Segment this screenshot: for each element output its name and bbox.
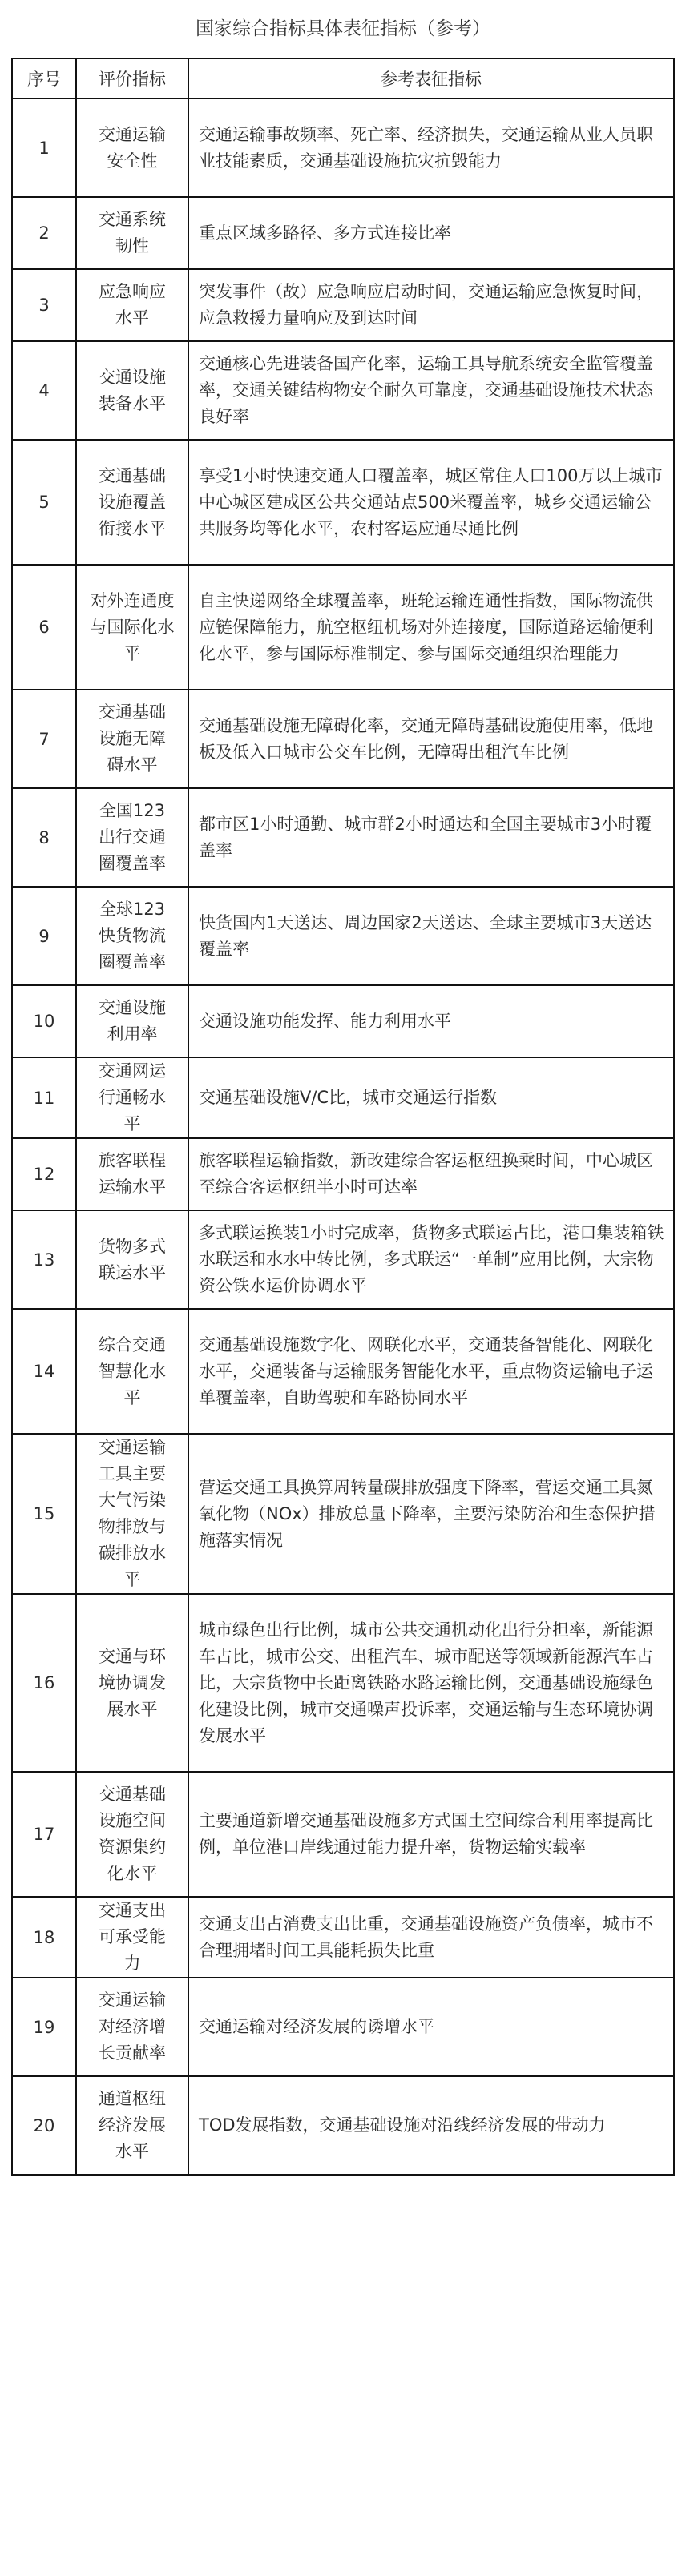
row-number: 17 (12, 1772, 76, 1897)
table-row (12, 1138, 674, 1210)
row-indicator-name (76, 887, 188, 985)
row-number: 14 (12, 1309, 76, 1434)
row-indicator-name (76, 341, 188, 440)
indicator-table (11, 58, 675, 2176)
row-number: 7 (12, 690, 76, 788)
table-row (12, 1309, 674, 1434)
row-number: 10 (12, 985, 76, 1057)
row-reference-indicators: 交通运输对经济发展的诱增水平 (188, 1978, 674, 2076)
row-indicator-name (76, 1434, 188, 1594)
row-number: 20 (12, 2076, 76, 2175)
row-indicator-name-text: 全球123快货物流圈覆盖率 (99, 900, 166, 972)
row-reference-indicators: 重点区域多路径、多方式连接比率 (188, 197, 674, 269)
table-row (12, 887, 674, 985)
row-reference-indicators: 交通支出占消费支出比重，交通基础设施资产负债率，城市不合理拥堵时间工具能耗损失比重 (188, 1897, 674, 1978)
row-reference-indicators: 快货国内1天送达、周边国家2天送达、全球主要城市3天送达覆盖率 (188, 887, 674, 985)
row-number: 18 (12, 1897, 76, 1978)
table-header-row (12, 58, 674, 99)
table-row (12, 1978, 674, 2076)
row-indicator-name (76, 99, 188, 197)
header-indicators: 参考表征指标 (188, 58, 674, 99)
table-row (12, 440, 674, 565)
row-reference-indicators: 营运交通工具换算周转量碳排放强度下降率，营运交通工具氮氧化物（NOx）排放总量下降率，主要污染防治和生态保护措施落实情况 (188, 1434, 674, 1594)
table-row (12, 565, 674, 690)
row-reference-indicators: 自主快递网络全球覆盖率，班轮运输连通性指数，国际物流供应链保障能力，航空枢纽机场对外连接度，国际道路运输便利化水平，参与国际标准制定、参与国际交通组织治理能力 (188, 565, 674, 690)
row-indicator-name (76, 985, 188, 1057)
row-indicator-name (76, 788, 188, 887)
table-row (12, 1897, 674, 1978)
row-indicator-name (76, 2076, 188, 2175)
row-reference-indicators: 主要通道新增交通基础设施多方式国土空间综合利用率提高比例，单位港口岸线通过能力提升率，货物运输实载率 (188, 1772, 674, 1897)
row-reference-indicators: 都市区1小时通勤、城市群2小时通达和全国主要城市3小时覆盖率 (188, 788, 674, 887)
page-title: 国家综合指标具体表征指标（参考） (196, 18, 490, 39)
row-indicator-name-text: 交通基础设施无障碍水平 (99, 702, 166, 775)
row-reference-indicators: 交通设施功能发挥、能力利用水平 (188, 985, 674, 1057)
row-indicator-name-text: 全国123出行交通圈覆盖率 (99, 801, 166, 873)
table-row (12, 690, 674, 788)
table-row (12, 985, 674, 1057)
row-indicator-name (76, 565, 188, 690)
row-reference-indicators: 交通核心先进装备国产化率，运输工具导航系统安全监管覆盖率，交通关键结构物安全耐久可靠度，交通基础设施技术状态良好率 (188, 341, 674, 440)
row-indicator-name-text: 交通运输工具主要大气污染物排放与碳排放水平 (99, 1438, 166, 1589)
row-reference-indicators: 多式联运换装1小时完成率，货物多式联运占比，港口集装箱铁水联运和水水中转比例，多式联运“一单制”应用比例，大宗物资公铁水运价协调水平 (188, 1210, 674, 1309)
row-number: 11 (12, 1057, 76, 1138)
row-indicator-name (76, 197, 188, 269)
row-reference-indicators: 城市绿色出行比例，城市公共交通机动化出行分担率，新能源车占比，城市公交、出租汽车、城市配送等领域新能源汽车占比，大宗货物中长距离铁路水路运输比例，交通基础设施绿色化建设比例，城市交通噪声投诉率，交通运输与生态环境协调发展水平 (188, 1594, 674, 1772)
table-row (12, 1434, 674, 1594)
row-number: 16 (12, 1594, 76, 1772)
table-row (12, 2076, 674, 2175)
row-indicator-name (76, 1210, 188, 1309)
row-indicator-name-text: 交通设施利用率 (99, 998, 166, 1044)
table-row (12, 341, 674, 440)
table-row (12, 788, 674, 887)
row-number: 6 (12, 565, 76, 690)
row-indicator-name (76, 269, 188, 341)
row-indicator-name (76, 690, 188, 788)
table-row (12, 1210, 674, 1309)
row-indicator-name-text: 交通系统韧性 (99, 210, 166, 256)
row-number: 5 (12, 440, 76, 565)
row-indicator-name (76, 1309, 188, 1434)
row-indicator-name (76, 1138, 188, 1210)
row-indicator-name-text: 交通网运行通畅水平 (99, 1061, 166, 1133)
row-indicator-name-text: 交通运输安全性 (99, 124, 166, 171)
row-reference-indicators: 突发事件（故）应急响应启动时间，交通运输应急恢复时间，应急救援力量响应及到达时间 (188, 269, 674, 341)
row-indicator-name-text: 交通基础设施空间资源集约化水平 (99, 1785, 166, 1883)
row-indicator-name (76, 1057, 188, 1138)
row-indicator-name (76, 1772, 188, 1897)
row-indicator-name-text: 货物多式联运水平 (99, 1236, 166, 1282)
row-indicator-name-text: 应急响应水平 (99, 282, 166, 328)
row-reference-indicators: 享受1小时快速交通人口覆盖率，城区常住人口100万以上城市中心城区建成区公共交通站点500米覆盖率，城乡交通运输公共服务均等化水平，农村客运应通尽通比例 (188, 440, 674, 565)
row-indicator-name-text: 旅客联程运输水平 (99, 1151, 166, 1197)
row-reference-indicators: 交通运输事故频率、死亡率、经济损失，交通运输从业人员职业技能素质，交通基础设施抗灾抗毁能力 (188, 99, 674, 197)
header-no: 序号 (12, 58, 76, 99)
row-indicator-name-text: 通道枢纽经济发展水平 (99, 2089, 166, 2161)
row-reference-indicators: TOD发展指数，交通基础设施对沿线经济发展的带动力 (188, 2076, 674, 2175)
row-indicator-name-text: 交通基础设施覆盖衔接水平 (99, 465, 166, 538)
header-name: 评价指标 (76, 58, 188, 99)
row-indicator-name-text: 交通支出可承受能力 (99, 1901, 166, 1973)
row-number: 15 (12, 1434, 76, 1594)
row-indicator-name-text: 交通与环境协调发展水平 (99, 1646, 166, 1719)
table-row (12, 99, 674, 197)
row-number: 8 (12, 788, 76, 887)
table-row (12, 269, 674, 341)
row-number: 12 (12, 1138, 76, 1210)
row-indicator-name-text: 交通运输对经济增长贡献率 (99, 1990, 166, 2063)
row-reference-indicators: 旅客联程运输指数，新改建综合客运枢纽换乘时间，中心城区至综合客运枢纽半小时可达率 (188, 1138, 674, 1210)
table-row (12, 197, 674, 269)
row-number: 9 (12, 887, 76, 985)
table-row (12, 1057, 674, 1138)
row-indicator-name (76, 1897, 188, 1978)
table-row (12, 1594, 674, 1772)
row-indicator-name (76, 1978, 188, 2076)
table-row (12, 1772, 674, 1897)
row-reference-indicators: 交通基础设施数字化、网联化水平，交通装备智能化、网联化水平，交通装备与运输服务智能化水平，重点物资运输电子运单覆盖率，自助驾驶和车路协同水平 (188, 1309, 674, 1434)
row-number: 4 (12, 341, 76, 440)
row-number: 3 (12, 269, 76, 341)
row-indicator-name-text: 对外连通度与国际化水平 (90, 590, 175, 663)
row-number: 13 (12, 1210, 76, 1309)
row-number: 19 (12, 1978, 76, 2076)
row-indicator-name (76, 440, 188, 565)
row-reference-indicators: 交通基础设施V/C比，城市交通运行指数 (188, 1057, 674, 1138)
row-indicator-name-text: 综合交通智慧化水平 (99, 1334, 166, 1407)
row-reference-indicators: 交通基础设施无障碍化率，交通无障碍基础设施使用率，低地板及低入口城市公交车比例，无障碍出租汽车比例 (188, 690, 674, 788)
row-number: 1 (12, 99, 76, 197)
row-indicator-name (76, 1594, 188, 1772)
row-indicator-name-text: 交通设施装备水平 (99, 367, 166, 413)
row-number: 2 (12, 197, 76, 269)
